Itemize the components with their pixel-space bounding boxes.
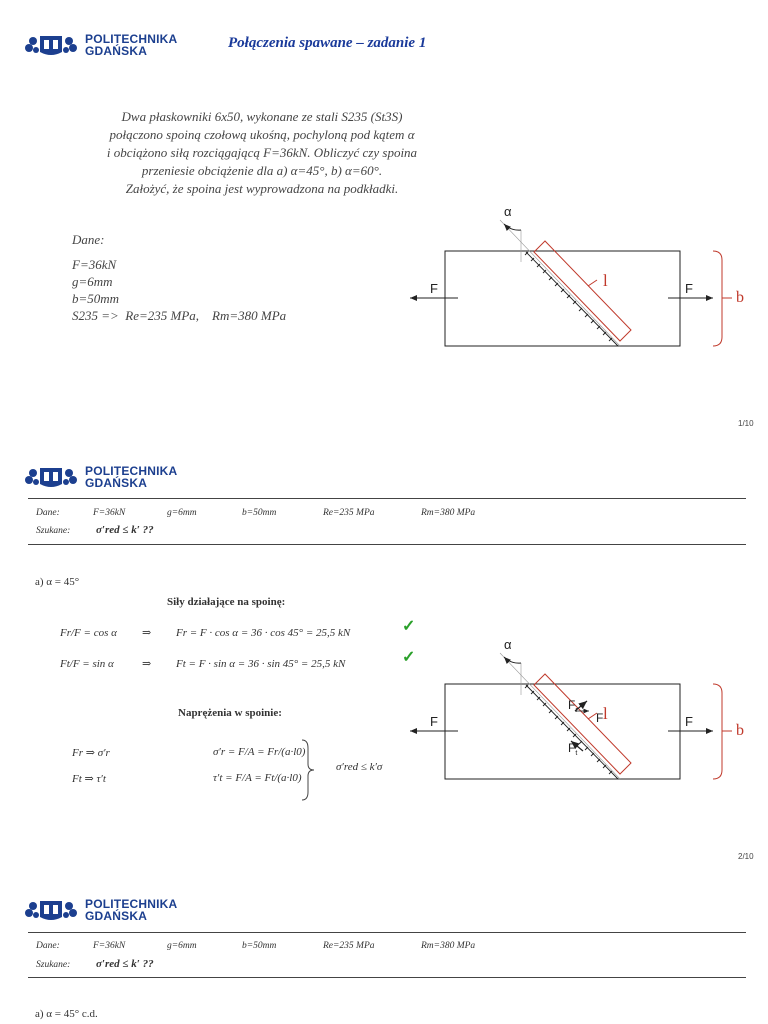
header-value: Re=235 MPa — [323, 941, 375, 951]
force-label-right: F — [685, 714, 693, 729]
given-label: Dane: — [72, 232, 105, 247]
length-label: l — [603, 271, 608, 290]
logo — [23, 897, 177, 923]
page-number: 2/10 — [738, 852, 754, 861]
logo — [23, 464, 177, 490]
force-label-left: F — [430, 281, 438, 296]
width-label: b — [736, 289, 744, 306]
header-szukane-label: Szukane: — [36, 526, 71, 536]
width-label: b — [736, 722, 744, 739]
logo-line1: POLITECHNIKA — [85, 897, 178, 911]
given-line: F=36kN — [72, 257, 117, 272]
force-label-right: F — [685, 281, 693, 296]
logo — [23, 32, 177, 58]
logo-line2: GDAŃSKA — [85, 476, 148, 490]
header-value: Re=235 MPa — [323, 508, 375, 518]
case-label: a) α = 45° c.d. — [35, 1008, 98, 1020]
eq2-arrow: ⇒ — [142, 658, 152, 670]
problem-line: Założyć, że spoina jest wyprowadzona na podkładki. — [125, 181, 399, 196]
width-bracket — [713, 684, 722, 779]
logo-text — [85, 33, 177, 57]
problem-statement — [52, 108, 472, 198]
divider — [28, 932, 746, 933]
sought-header — [36, 524, 154, 536]
eq1-right: Fr = F · cos α = 36 · cos 45° = 25,5 kN — [176, 627, 351, 639]
header-value: g=6mm — [167, 941, 197, 951]
weld-force-diagram — [400, 633, 768, 793]
header-szukane-label: Szukane: — [36, 960, 71, 970]
logo-line1: POLITECHNIKA — [85, 32, 178, 46]
eq1-arrow: ⇒ — [142, 627, 152, 639]
given-data — [72, 231, 286, 324]
length-label: l — [603, 704, 608, 723]
header-value: b=50mm — [242, 941, 277, 951]
divider — [28, 544, 746, 545]
header-value: F=36kN — [93, 941, 126, 951]
alpha-label: α — [504, 637, 512, 652]
forces-heading: Siły działające na spoinę: — [167, 596, 286, 608]
given-header — [36, 941, 475, 951]
header-value: Rm=380 MPa — [421, 508, 476, 518]
eq2-right: Ft = F · sin α = 36 · sin 45° = 25,5 kN — [176, 658, 346, 670]
header-value: F=36kN — [93, 508, 126, 518]
force-stress-map-2: Ft ⇒ τ′t — [72, 773, 106, 785]
f-label-weld: F — [596, 711, 604, 725]
force-stress-map-1: Fr ⇒ σ′r — [72, 747, 110, 759]
case-label: a) α = 45° — [35, 576, 80, 588]
check-icon: ✓ — [402, 649, 416, 666]
ft-label — [568, 741, 577, 757]
problem-line: przeniesie obciążenie dla a) α=45°, b) α=60°. — [141, 163, 383, 178]
page-number: 1/10 — [738, 419, 754, 428]
fr-label-main: F — [568, 698, 576, 712]
university-crest-icon — [23, 32, 79, 58]
header-value: g=6mm — [167, 508, 197, 518]
stress-condition: σ′red ≤ k′σ — [336, 761, 383, 773]
eq2-left: Ft/F = sin α — [60, 658, 114, 670]
university-crest-icon — [23, 897, 79, 923]
force-label-left: F — [430, 714, 438, 729]
slide-title: Połączenia spawane – zadanie 1 — [228, 35, 427, 51]
stress-formula-1: σ′r = F/A = Fr/(a·l0) — [213, 746, 306, 758]
header-dane-label: Dane: — [36, 508, 60, 518]
divider — [28, 498, 746, 499]
alpha-label: α — [504, 204, 512, 219]
weld-seam — [525, 252, 618, 346]
logo-text — [85, 898, 177, 922]
logo-line2: GDAŃSKA — [85, 909, 148, 923]
fr-label — [568, 698, 578, 714]
sought-header — [36, 958, 154, 970]
header-szukane-value: σ′red ≤ k′ ?? — [96, 958, 154, 970]
given-header — [36, 508, 475, 518]
length-bracket — [534, 241, 631, 341]
divider — [28, 977, 746, 978]
given-line: S235 => Re=235 MPa, Rm=380 MPa — [72, 308, 287, 323]
equation-2 — [60, 657, 345, 670]
ft-label-main: F — [568, 741, 576, 755]
header-szukane-value: σ′red ≤ k′ ?? — [96, 524, 154, 536]
check-icon: ✓ — [402, 618, 416, 635]
given-line: b=50mm — [72, 291, 120, 306]
header-value: Rm=380 MPa — [421, 941, 476, 951]
problem-line: Dwa płaskowniki 6x50, wykonane ze stali S235 (St3S) — [121, 109, 403, 124]
logo-text — [85, 465, 177, 489]
university-crest-icon — [23, 464, 79, 490]
problem-line: i obciążono siłą rozciągającą F=36kN. Obliczyć czy spoina — [106, 145, 418, 160]
logo-line2: GDAŃSKA — [85, 44, 148, 58]
brace-icon — [298, 738, 318, 802]
equation-1 — [60, 626, 350, 639]
given-line: g=6mm — [72, 274, 113, 289]
stress-formula-2: τ′t = F/A = Ft/(a·l0) — [213, 772, 302, 784]
weld-diagram — [400, 200, 768, 360]
problem-line: połączono spoiną czołową ukośną, pochyloną pod kątem α — [109, 127, 415, 142]
width-bracket — [713, 251, 722, 346]
header-value: b=50mm — [242, 508, 277, 518]
logo-line1: POLITECHNIKA — [85, 464, 178, 478]
fr-label-sub: r — [575, 707, 578, 714]
length-bracket — [534, 674, 631, 774]
eq1-left: Fr/F = cos α — [60, 627, 117, 639]
ft-label-sub: t — [575, 750, 578, 757]
stress-heading: Naprężenia w spoinie: — [178, 707, 282, 719]
header-dane-label: Dane: — [36, 941, 60, 951]
